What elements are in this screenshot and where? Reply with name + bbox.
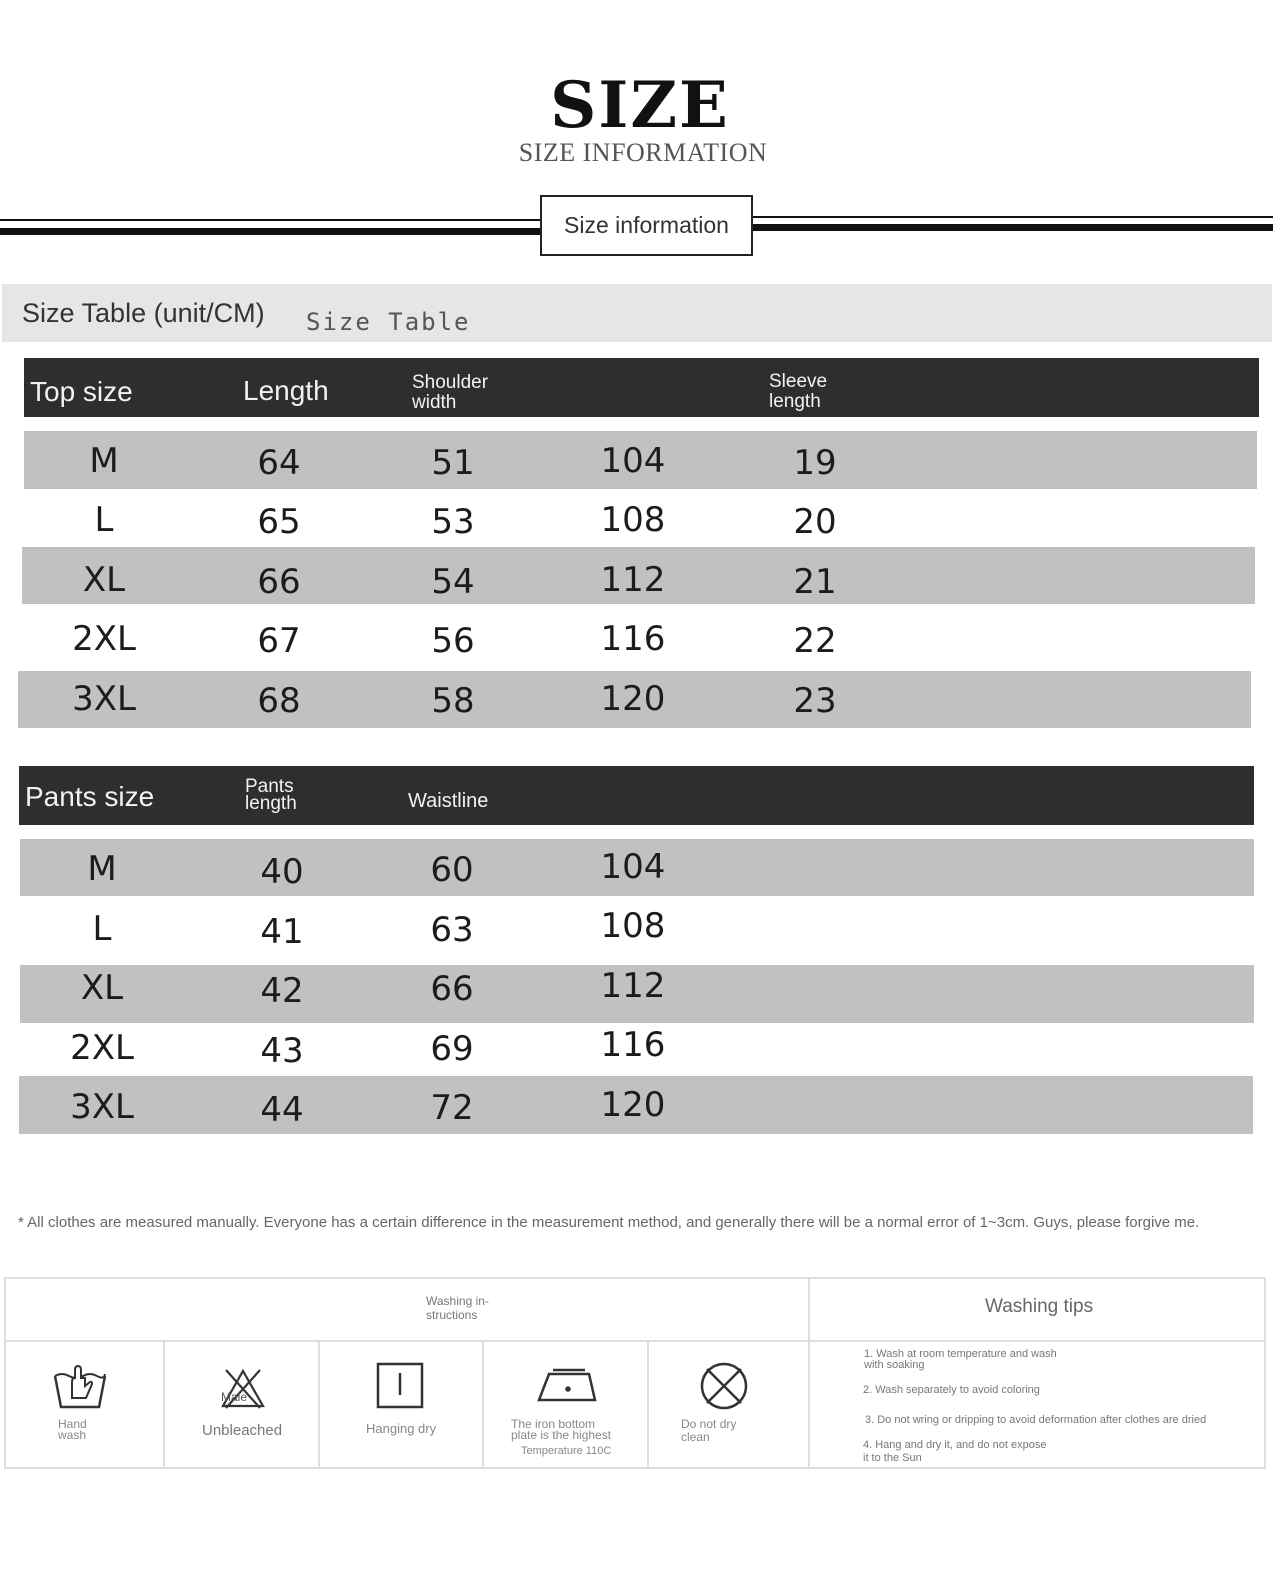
hand-wash-icon <box>52 1360 108 1412</box>
pants-hip-cell: 112 <box>600 966 666 1006</box>
right-rule-thick <box>753 224 1273 231</box>
top-sleeve-cell: 22 <box>793 621 837 661</box>
top-bust-cell: 112 <box>600 560 666 600</box>
section-label: Size information <box>564 212 729 238</box>
top-sleeve-cell: 23 <box>793 681 837 721</box>
pants-hip-cell: 108 <box>600 906 666 946</box>
right-rule-thin <box>753 216 1273 218</box>
washing-tip-4-line1: 4. Hang and dry it, and do not expose <box>863 1439 1047 1451</box>
top-length-cell: 64 <box>257 443 301 483</box>
washing-tip-4-line2: it to the Sun <box>863 1452 922 1464</box>
pants-length-cell: 42 <box>260 971 304 1011</box>
header-top-size: Top size <box>30 376 133 407</box>
pants-length-cell: 44 <box>260 1090 304 1130</box>
no-dry-clean-label <box>681 1418 736 1444</box>
top-table-header <box>24 358 1259 417</box>
iron-icon <box>535 1364 599 1406</box>
pants-hip-cell: 104 <box>600 847 666 887</box>
washing-tip-2: 2. Wash separately to avoid coloring <box>863 1384 1040 1396</box>
pants-waist-cell: 66 <box>430 969 474 1009</box>
washing-tip-1-line2: with soaking <box>864 1359 925 1371</box>
no-bleach-icon-text: Male <box>221 1390 248 1404</box>
pants-table-header <box>19 766 1254 825</box>
header-waistline: Waistline <box>408 790 489 812</box>
washing-instructions-title <box>426 1294 489 1322</box>
iron-line2: plate is the highest <box>511 1428 612 1442</box>
washing-tip-4 <box>863 1439 1046 1465</box>
top-bust-cell: 120 <box>600 679 666 719</box>
washing-divider <box>318 1340 320 1469</box>
hand-wash-label <box>58 1419 87 1441</box>
top-length-cell: 65 <box>257 502 301 542</box>
pants-waist-cell: 63 <box>430 910 474 950</box>
pants-size-cell: L <box>92 909 112 949</box>
header-sleeve-line2: length <box>769 391 821 412</box>
header-shoulder-line2: width <box>412 392 457 413</box>
top-size-cell: 3XL <box>72 679 136 719</box>
iron-line1: The iron bottom <box>511 1417 596 1431</box>
pants-hip-cell: 116 <box>600 1025 666 1065</box>
pants-length-cell: 43 <box>260 1031 304 1071</box>
size-table-title: Size Table (unit/CM) <box>22 298 265 328</box>
top-size-cell: XL <box>82 560 126 600</box>
washing-tip-1-line1: 1. Wash at room temperature and wash <box>864 1348 1057 1360</box>
size-table-banner <box>2 284 1272 342</box>
pants-length-cell: 40 <box>260 852 304 892</box>
top-shoulder-cell: 54 <box>431 562 475 602</box>
top-bust-cell: 108 <box>600 500 666 540</box>
top-shoulder-cell: 56 <box>431 621 475 661</box>
header-sleeve-line1: Sleeve <box>769 371 828 392</box>
washing-tips-title: Washing tips <box>985 1296 1094 1317</box>
top-sleeve-cell: 20 <box>793 502 837 542</box>
page-title: SIZE <box>550 68 730 143</box>
hand-wash-line2: wash <box>58 1428 87 1442</box>
top-size-cell: M <box>89 441 119 481</box>
hanging-dry-icon <box>376 1362 426 1410</box>
washing-divider <box>647 1340 649 1469</box>
left-rule-thick <box>0 228 540 235</box>
page-subtitle: SIZE INFORMATION <box>518 138 768 167</box>
measurement-note: * All clothes are measured manually. Everyone has a certain difference in the measurement method, and generally there will be a normal error of 1~3cm. Guys, please forgive me. <box>18 1214 1200 1231</box>
hanging-dry-label: Hanging dry <box>366 1421 437 1436</box>
washing-instructions-line1: Washing in- <box>426 1294 489 1308</box>
top-shoulder-cell: 58 <box>431 681 475 721</box>
header-length: Length <box>243 375 329 406</box>
top-size-cell: 2XL <box>72 619 136 659</box>
pants-size-cell: 3XL <box>70 1087 134 1127</box>
washing-tip-1 <box>864 1349 1057 1371</box>
left-rule-thin <box>0 219 540 221</box>
pants-size-cell: 2XL <box>70 1028 134 1068</box>
section-label-box <box>540 195 753 256</box>
top-length-cell: 66 <box>257 562 301 602</box>
top-sleeve-cell: 19 <box>793 443 837 483</box>
top-length-cell: 67 <box>257 621 301 661</box>
pants-length-cell: 41 <box>260 912 304 952</box>
washing-divider <box>4 1340 1266 1342</box>
top-bust-cell: 116 <box>600 619 666 659</box>
no-dry-clean-line1: Do not dry <box>681 1417 737 1431</box>
pants-size-cell: M <box>87 849 117 889</box>
size-table-subtitle: Size Table <box>306 308 471 336</box>
hand-wash-line1: Hand <box>58 1417 87 1431</box>
pants-waist-cell: 72 <box>430 1088 474 1128</box>
washing-tip-3: 3. Do not wring or dripping to avoid deformation after clothes are dried <box>865 1414 1207 1426</box>
top-bust-cell: 104 <box>600 441 666 481</box>
pants-waist-cell: 69 <box>430 1029 474 1069</box>
iron-label <box>511 1419 611 1441</box>
header-sleeve-length <box>769 372 827 412</box>
no-dry-clean-icon <box>698 1360 750 1412</box>
top-shoulder-cell: 51 <box>431 443 475 483</box>
header-pants-length-line2: length <box>245 793 297 814</box>
pants-hip-cell: 120 <box>600 1085 666 1125</box>
washing-divider <box>163 1340 165 1469</box>
washing-divider <box>808 1277 810 1469</box>
top-sleeve-cell: 21 <box>793 562 837 602</box>
top-shoulder-cell: 53 <box>431 502 475 542</box>
header-pants-length <box>245 778 297 812</box>
iron-temperature: Temperature 110C <box>521 1445 612 1457</box>
pants-size-cell: XL <box>80 968 124 1008</box>
header-pants-length-line1: Pants <box>245 776 294 797</box>
washing-divider <box>482 1340 484 1469</box>
top-length-cell: 68 <box>257 681 301 721</box>
header-pants-size: Pants size <box>25 781 155 812</box>
unbleached-label: Unbleached <box>202 1422 283 1439</box>
pants-waist-cell: 60 <box>430 850 474 890</box>
washing-instructions-line2: structions <box>426 1308 478 1322</box>
top-size-cell: L <box>94 500 114 540</box>
header-shoulder-line1: Shoulder <box>412 372 489 393</box>
header-shoulder-width <box>412 373 488 413</box>
no-dry-clean-line2: clean <box>681 1430 710 1444</box>
